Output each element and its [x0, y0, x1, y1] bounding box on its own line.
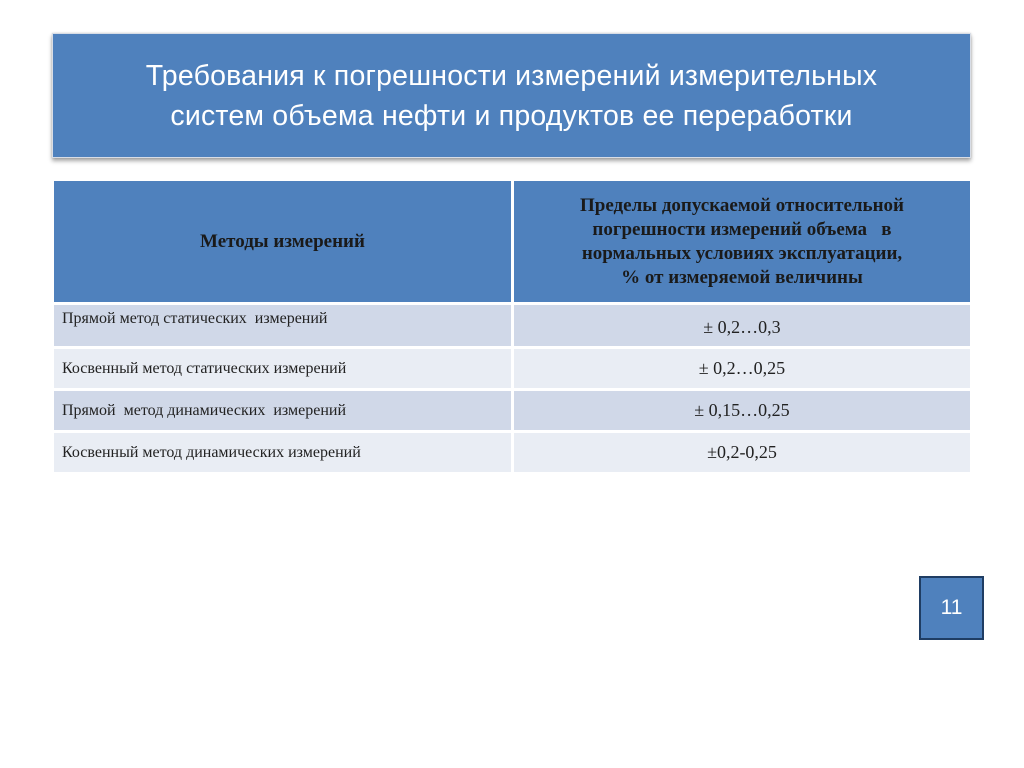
header-error-limits — [513, 180, 972, 304]
error-limit-cell: ±0,2-0,25 — [513, 432, 972, 474]
title-banner — [52, 33, 971, 158]
slide-number: 11 — [940, 596, 963, 619]
table-row — [53, 304, 972, 348]
requirements-table — [51, 178, 973, 475]
method-cell: Прямой метод статических измерений — [53, 304, 513, 348]
method-cell: Прямой метод динамических измерений — [53, 390, 513, 432]
header-limits-line-1: Пределы допускаемой относительной — [580, 194, 904, 216]
header-limits-line-4: % от измеряемой величины — [621, 266, 863, 288]
error-limit-cell: ± 0,2…0,25 — [513, 348, 972, 390]
slide-number-badge — [919, 576, 984, 640]
table-row — [53, 432, 972, 474]
method-cell: Косвенный метод статических измерений — [53, 348, 513, 390]
method-cell: Косвенный метод динамических измерений — [53, 432, 513, 474]
header-limits-line-3: нормальных условиях эксплуатации, — [581, 242, 903, 264]
header-methods — [53, 180, 513, 304]
header-methods-label: Методы измерений — [200, 230, 365, 252]
error-limit-cell: ± 0,15…0,25 — [513, 390, 972, 432]
slide-title-line-2: систем объема нефти и продуктов ее переработки — [170, 99, 853, 132]
slide-title-line-1: Требования к погрешности измерений измерительных — [145, 59, 878, 92]
header-limits-line-2: погрешности измерений объема в — [592, 218, 892, 240]
error-limit-cell: ± 0,2…0,3 — [513, 304, 972, 348]
slide-title — [146, 56, 877, 136]
table-row — [53, 348, 972, 390]
table-header-row — [53, 180, 972, 304]
table-row — [53, 390, 972, 432]
